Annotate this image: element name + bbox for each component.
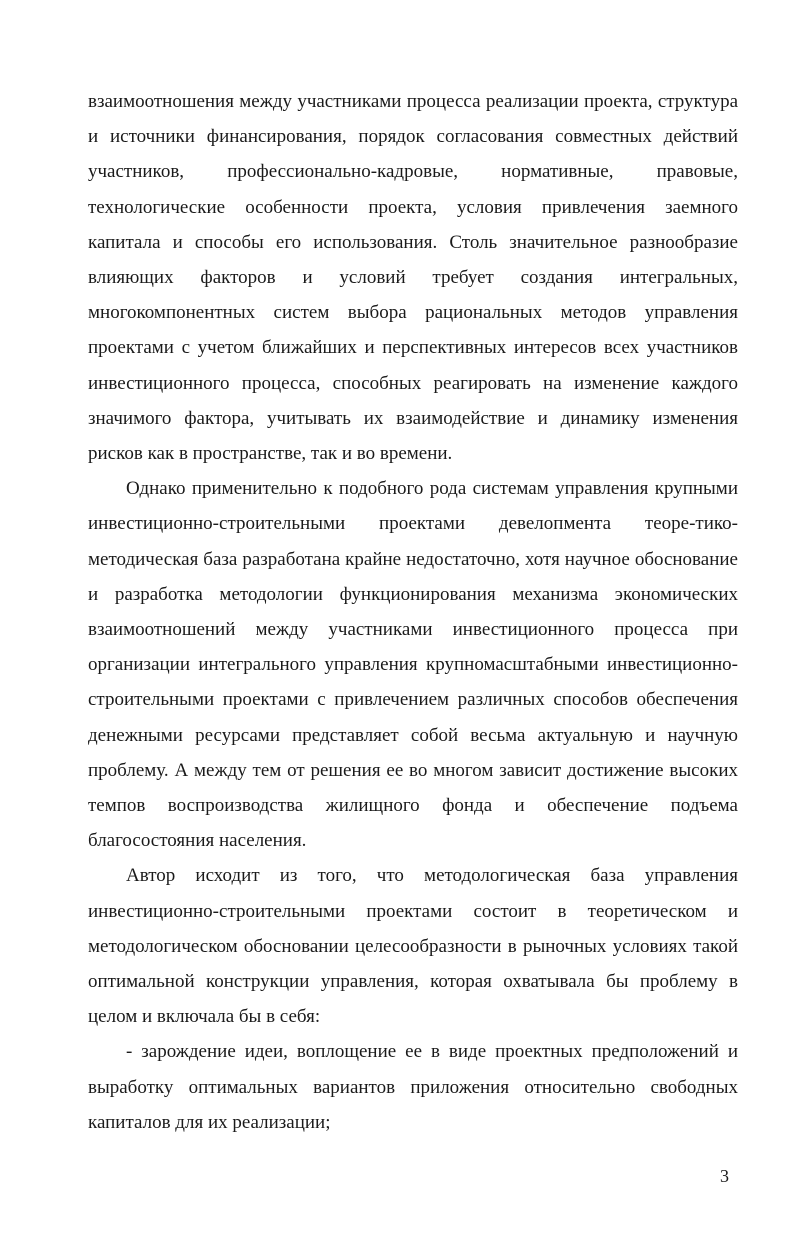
page-number: 3 [720, 1166, 729, 1186]
paragraph-author-position: Автор исходит из того, что методологическая база управления инвестиционно-строительными проектами состоит в теоретическом и методологическом обосновании целесообразности в рыночных условиях такой оптимальной конструкции управления, которая охватывала бы проблему в целом и включала бы в себя: [88, 865, 738, 1028]
list-item-idea-origin: - зарождение идеи, воплощение ее в виде проектных предположений и выработку оптимальных вариантов приложения относительно свободных капиталов для их реализации; [88, 1041, 738, 1133]
body-text [88, 84, 738, 1140]
paragraph-development-methodology: Однако применительно к подобного рода системам управления крупными инвестиционно-строительными проектами девелопмента теоре-тико-методическая база разработана крайне недостаточно, хотя научное обоснование и разработка методологии функционирования механизма экономических взаимоотношений между участниками инвестиционного процесса при организации интегрального управления крупномасштабными инвестиционно-строительными проектами с привлечением различных способов обеспечения денежными ресурсами представляет собой весьма актуальную и научную проблему. А между тем от решения ее во многом зависит достижение высоких темпов воспроизводства жилищного фонда и обеспечение подъема благосостояния населения. [88, 478, 738, 852]
paragraph-continuation: взаимоотношения между участниками процесса реализации проекта, структура и источники финансирования, порядок согласования совместных действий участников, профессионально-кадровые, нормативные, правовые, технологические особенности проекта, условия привлечения заемного капитала и способы его использования. Столь значительное разнообразие влияющих факторов и условий требует создания интегральных, многокомпонентных систем выбора рациональных методов управления проектами с учетом ближайших и перспективных интересов всех участников инвестиционного процесса, способных реагировать на изменение каждого значимого фактора, учитывать их взаимодействие и динамику изменения рисков как в пространстве, так и во времени. [88, 91, 738, 465]
